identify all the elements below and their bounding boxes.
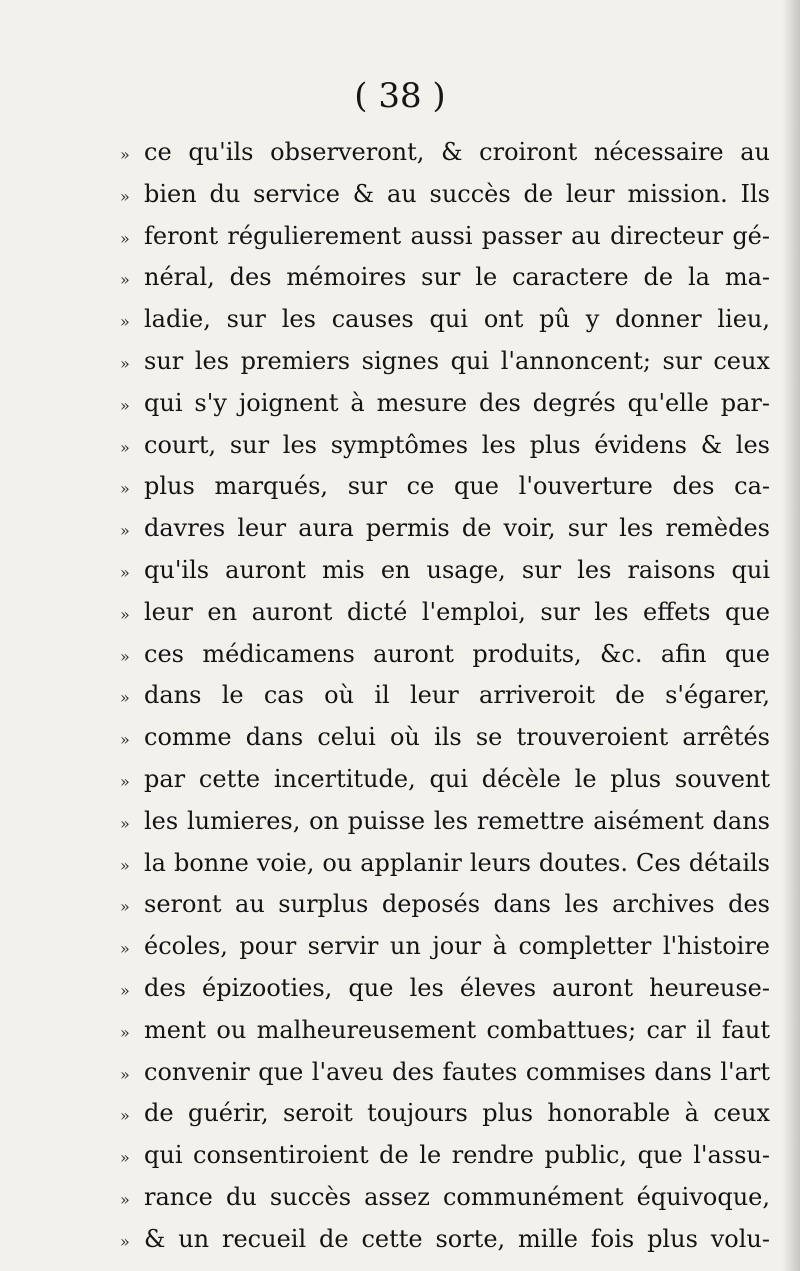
line-text: néral, des mémoires sur le caractere de la ma- — [144, 263, 770, 292]
line-text: sur les premiers signes qui l'annoncent; sur ceux — [144, 346, 770, 375]
quote-mark: » — [120, 312, 130, 332]
text-line — [120, 1219, 770, 1261]
text-line — [120, 1010, 770, 1052]
quote-mark: » — [120, 813, 130, 833]
text-line — [120, 508, 770, 550]
quote-mark: » — [120, 1064, 130, 1084]
text-line — [120, 425, 770, 467]
line-text: écoles, pour servir un jour à completter l'histoire — [144, 932, 770, 961]
line-text: des épizooties, que les éleves auront heureuse- — [144, 973, 770, 1002]
line-text: seront au surplus deposés dans les archives des — [144, 890, 770, 919]
quote-mark: » — [120, 1189, 130, 1209]
line-text: leur en auront dicté l'emploi, sur les effets que — [144, 597, 770, 626]
text-line — [120, 1135, 770, 1177]
quote-mark: » — [120, 855, 130, 875]
quote-mark: » — [120, 730, 130, 750]
quote-mark: » — [120, 437, 130, 457]
text-line — [120, 1052, 770, 1094]
text-line — [120, 592, 770, 634]
text-line — [120, 843, 770, 885]
line-text: par cette incertitude, qui décèle le plus souvent — [144, 764, 770, 793]
text-line — [120, 383, 770, 425]
quote-mark: » — [120, 939, 130, 959]
quote-mark: » — [120, 604, 130, 624]
line-text: plus marqués, sur ce que l'ouverture des ca- — [144, 472, 770, 501]
page-edge-shadow — [782, 0, 800, 1271]
text-line — [120, 299, 770, 341]
line-text: davres leur aura permis de voir, sur les remèdes — [144, 514, 770, 543]
quote-mark: » — [120, 646, 130, 666]
quote-mark: » — [120, 145, 130, 164]
quote-mark: » — [120, 1106, 130, 1126]
text-line — [120, 550, 770, 592]
quote-mark: » — [120, 980, 130, 1000]
line-text: les lumieres, on puisse les remettre aisément dans — [144, 806, 770, 835]
quote-mark: » — [120, 1231, 130, 1251]
line-text: ladie, sur les causes qui ont pû y donner lieu, — [144, 305, 770, 334]
line-text: ces médicamens auront produits, &c. afin que — [144, 639, 770, 668]
quote-mark: » — [120, 228, 130, 248]
page-number: ( 38 ) — [354, 76, 446, 116]
text-line — [120, 968, 770, 1010]
quote-mark: » — [120, 270, 130, 290]
quote-mark: » — [120, 395, 130, 415]
quote-mark: » — [120, 688, 130, 708]
line-text: dans le cas où il leur arriveroit de s'égarer, — [144, 681, 770, 710]
line-text: de guérir, seroit toujours plus honorable à ceux — [144, 1099, 770, 1128]
text-line — [120, 216, 770, 258]
quote-mark: » — [120, 353, 130, 373]
line-text: rance du succès assez communément équivoque, — [144, 1182, 770, 1211]
text-line — [120, 132, 770, 174]
quote-mark: » — [120, 771, 130, 791]
line-text: convenir que l'aveu des fautes commises dans l'art — [144, 1057, 770, 1086]
text-line — [120, 926, 770, 968]
line-text: comme dans celui où ils se trouveroient arrêtés — [144, 723, 770, 752]
quote-mark: » — [120, 479, 130, 499]
quote-mark: » — [120, 1022, 130, 1042]
text-line — [120, 675, 770, 717]
text-line — [120, 1093, 770, 1135]
line-text: ment ou malheureusement combattues; car il faut — [144, 1015, 770, 1044]
line-text: & un recueil de cette sorte, mille fois plus volu- — [144, 1224, 770, 1253]
quote-mark: » — [120, 521, 130, 541]
line-text: court, sur les symptômes les plus évidens & les — [144, 430, 770, 459]
quote-mark: » — [120, 562, 130, 582]
line-text: qu'ils auront mis en usage, sur les raisons qui — [144, 555, 770, 584]
body-text — [120, 132, 770, 1261]
line-text: qui consentiroient de le rendre public, que l'assu- — [144, 1141, 770, 1170]
text-line — [120, 884, 770, 926]
text-line — [120, 801, 770, 843]
quote-mark: » — [120, 186, 130, 206]
text-line — [120, 634, 770, 676]
text-line — [120, 174, 770, 216]
line-text: qui s'y joignent à mesure des degrés qu'elle par- — [144, 388, 770, 417]
quote-mark: » — [120, 897, 130, 917]
quote-mark: » — [120, 1148, 130, 1168]
text-line — [120, 759, 770, 801]
text-line — [120, 717, 770, 759]
text-line — [120, 466, 770, 508]
text-line — [120, 341, 770, 383]
text-line — [120, 257, 770, 299]
line-text: ce qu'ils observeront, & croiront nécessaire au — [144, 138, 770, 166]
line-text: la bonne voie, ou applanir leurs doutes. Ces détails — [144, 848, 770, 877]
text-line — [120, 1177, 770, 1219]
line-text: feront régulierement aussi passer au directeur gé- — [144, 221, 770, 250]
line-text: bien du service & au succès de leur mission. Ils — [144, 179, 770, 208]
